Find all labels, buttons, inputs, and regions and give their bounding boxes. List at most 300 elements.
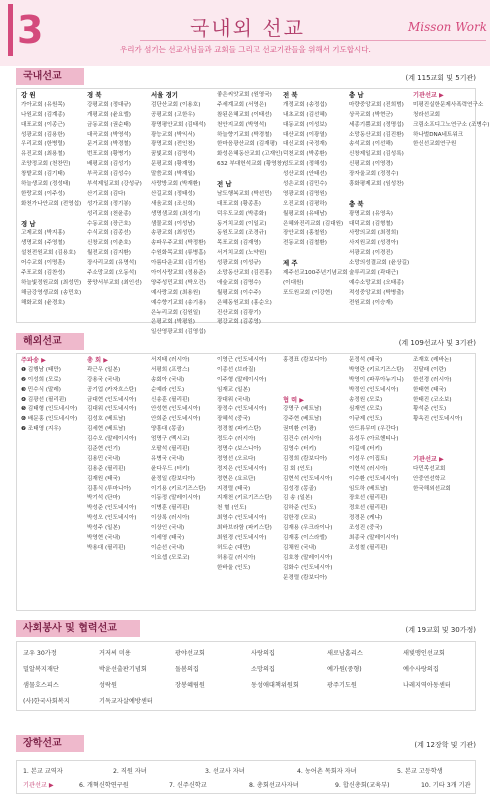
domestic-title: 국내선교 [16,68,84,85]
entry-item: 안중연선학교 [413,475,446,482]
scholarship-item: 7. 신주신학교 [169,782,207,789]
overseas-column [151,356,206,564]
entry-item: 금동교회 (권순태) [87,121,131,128]
entry-item: 김한경 (모르) [283,515,317,522]
entry-item: 심재연 (모로) [349,406,383,413]
social-item: 예가원(중형) [327,666,362,673]
entry-item: 김화수 (인도네시아) [283,564,333,571]
entry-item: 공평교회 (고한우) [151,111,195,118]
social-item: 샘물호스피스 [23,682,59,689]
entry-item: 강용국 (국내) [87,376,121,383]
entry-item: 하늘빛정원교회 (최성민) [21,279,82,286]
overseas-column [87,356,136,554]
category-label: 총 회 ▶ [87,357,109,364]
entry-item: 정영선 (오르다) [217,455,256,462]
domestic-column [413,91,489,150]
entry-item: 대포교회 (이종근) [21,121,65,128]
entry-item: 하나벌DNA네트워크 [413,131,464,138]
entry-item: 양흥대 (몽골) [151,426,185,433]
entry-item: 이상록 (러시아) [151,515,190,522]
overseas-column [217,356,272,574]
entry-item: 부석제일교회 (강성규) [87,181,142,188]
entry-item: 대곡교회 (박영석) [87,131,131,138]
entry-item: 이성우 (이집트) [349,455,388,462]
entry-item: 개정교회 (송정섭) [283,101,327,108]
entry-item: 한랑교회 (이주성) [21,190,65,197]
entry-item: 배평교회 (김성기) [87,161,131,168]
region-heading: 서울 경기 [151,91,178,99]
overseas-column [413,356,462,494]
entry-item: 정현은 (요르단) [217,475,256,482]
page-header [0,0,490,66]
entry-item: 소망의성결교회 (윤상길) [349,260,410,267]
entry-item: 월전교회 (김지환) [87,250,131,257]
entry-item: 이순선 (국내) [151,544,185,551]
entry-item: 오팔석 (필리핀) [151,446,190,453]
social-item: 기독교자살예방센터 [99,698,153,705]
category-label: 기관선교 ▶ [413,455,444,463]
entry-item: 아이사랑교회 (정용준) [151,270,206,277]
category-label: 주파송 ▶ [21,357,46,364]
entry-item: 대동교회 (이성보) [283,121,327,128]
entry-item: 금대현 (인도네시아) [87,396,137,403]
entry-item: 김재홍 (이스라엘) [283,535,327,542]
entry-item: 권미환 (이광) [283,426,317,433]
entry-item: 술루리교회 (곽대근) [349,270,399,277]
entry-item: 신창제일교회 (김성록) [349,151,404,158]
entry-item: 고제교회 (박지홍) [21,230,65,237]
entry-item: 지재천 (키르기즈스탄) [217,495,272,502]
entry-item: 김수오 (말레이시아) [87,436,137,443]
entry-item: 전원교회 (이승재) [349,299,393,306]
entry-item: 흥화평제교회 (임성찬) [349,181,404,188]
entry-item: 세종기쁨교회 (정명섭) [349,121,404,128]
entry-item: 대포교회 (황종훈) [217,200,261,207]
entry-item: 이기용 (키르기즈스탄) [151,485,206,492]
entry-item: 꿈빛교회 (김명석) [151,151,195,158]
domestic-box [16,88,490,336]
entry-item: 안성현 (인도네시아) [151,406,201,413]
entry-item: 산길교회 (정태성) [151,190,195,197]
entry-item: 주소망교회 (오동석) [87,270,137,277]
category-label: 기관선교 ▶ [413,92,444,99]
entry-item: 해금강영생교회 (송민호) [21,289,82,296]
social-item: 소망의집 [251,666,275,673]
entry-item: 생명샘교회 (최성기) [151,210,201,217]
entry-item: 이영근 (인도네시아) [217,357,267,363]
entry-item: 수동교회 (장근호) [87,220,131,227]
entry-item: 동거치교회 (이일교) [217,220,267,227]
domestic-column [217,91,284,328]
entry-item: 안희준 (인도네시아) [151,416,201,423]
entry-item: 송석교회 (이선해) [349,141,393,148]
social-item: 거저씨 미용 [99,650,131,657]
social-count: (계 19교회 및 30가정) [405,626,476,634]
entry-item: 새움교회 (조신희) [151,200,195,207]
social-item: 예수사랑의집 [403,666,439,673]
scholarship-item: 9. 합신총회(교육부) [335,782,390,789]
entry-item: 김흥식 (루마니아) [87,485,131,492]
entry-item: 하늘향기교회 (박경철) [217,131,272,138]
entry-item: 유성두 (아르헨티나) [349,436,399,443]
entry-item: 덕천교회 (박종환) [283,151,327,158]
entry-item: 지경렬 (태국) [217,485,251,492]
entry-item: 내초교회 (김선혜) [283,111,327,118]
entry-item: 장자울교회 (정정수) [349,171,399,178]
social-item: 장봉혜림원 [175,682,205,689]
entry-item: 김호창 (말레이시아) [283,554,333,561]
region-heading: 전 북 [283,91,298,99]
entry-item: 강주현 (베트남) [283,416,322,423]
entry-item: 최바브라함 (파키스탄) [217,525,272,532]
entry-item: 한마음광산교회 (김재평) [217,141,278,148]
entry-item: 장사리교회 (유명석) [87,260,137,267]
entry-item: 서광교회 (이경진) [349,250,393,257]
entry-item: 박성준 (인도네시아) [87,505,137,512]
entry-item: 화천가나안교회 (전영섭) [21,200,82,207]
entry-item: 은혜동원교회 (홍순오) [217,299,272,306]
entry-item: 아름다운교회 (김기원) [151,260,206,267]
scholarship-item: 8. 총회선교사자녀 [249,782,299,789]
entry-item: 윤정일 (캄보디아) [151,475,195,482]
entry-item: 사랑의교회 (최정희) [349,230,399,237]
entry-item: 미평진실한문제사폭력연구소 [413,101,484,108]
entry-item: 화성은혜동산교회 (고재인) [217,151,283,158]
entry-item: 김채원 (국내) [283,544,317,551]
entry-item: 한선경 (러시아) [413,376,452,383]
entry-item: 최종국 (말레이시아) [349,535,399,542]
entry-item: 소망동산교회 (김진환) [349,131,404,138]
entry-item: ❶ 김행남 (태만) [21,366,61,373]
entry-item: 김용민 (국내) [87,455,121,462]
entry-item: 진산교회 (김광기) [217,309,261,316]
entry-item: 최영수 (인도네시아) [217,515,267,522]
entry-item: 조양정교회 (천찬민) [21,161,71,168]
page-title: 국내외 선교 [190,16,305,40]
overseas-column [283,356,332,583]
entry-item: 덕우도교회 (박종화) [217,210,267,217]
scholarship-item: 4. 농어촌 목회자 자녀 [297,768,357,775]
entry-item: 장안교회 (홍철원) [283,230,327,237]
entry-item: 개평교회 (윤요엘) [87,111,131,118]
entry-item: 순예라 (인도) [151,386,185,393]
entry-item: 천안지교회 (박영석) [217,121,267,128]
entry-item: 성리교회 (천윤종) [87,210,131,217]
entry-item: 곽근우 (일본) [87,366,121,373]
entry-item: 주포교회 (김찬성) [21,270,65,277]
entry-item: 풍양서부교회 (최인선) [87,279,142,286]
entry-item: 박성오 (인도네시아) [87,515,137,522]
entry-item: 정도수 (러시아) [217,436,256,443]
spacer [413,435,462,445]
scholarship-item: 2. 직원 자녀 [113,768,147,775]
spacer [283,249,348,259]
entry-item: 이수환 (인도네시아) [349,475,399,482]
entry-item: 월평교회 (이수주) [217,289,261,296]
entry-item: 이길예 (터키) [349,446,383,453]
entry-item: 성광교회 (김용한) [21,131,65,138]
entry-item: 김현석 (인도네시아) [283,475,333,482]
entry-item: 성가교회 (정기봉) [87,200,131,207]
entry-item: 애숲교회 (김명수) [217,279,261,286]
entry-item: 안드류무미 (우간다) [349,426,399,433]
entry-item: 정명수 (보스니아) [217,446,261,453]
entry-item: 광명교회 (전인천) [151,141,195,148]
entry-item: 김재용 (우크라이나) [283,525,333,532]
entry-item: 문거교회 (박경철) [87,141,131,148]
entry-item: 유진교회 (최용철) [21,151,65,158]
overseas-column [21,356,77,435]
region-heading: 전 남 [217,180,232,189]
social-item: 박윤선출판기념회 [99,666,147,673]
domestic-column [349,91,409,309]
social-item: 나레지역아동센터 [403,682,451,689]
spacer [413,445,462,455]
entry-item: 조재호 (레바논) [413,357,452,363]
entry-item: 한국해외선교회 [413,485,451,492]
region-heading: 강 원 [21,91,36,99]
spacer [21,210,81,220]
entry-item: 김준현 (인기) [87,446,121,453]
entry-item: 강평교회 (정대규) [87,101,131,108]
entry-item: 평강교회 (김종영) [217,319,261,326]
entry-item: 크림소프디그노연구소 (조병수) [413,121,490,128]
entry-item: 천 혈 (인도) [217,505,247,512]
entry-item: 632 부대헌석교회 (황영창) [217,161,285,168]
region-heading: 경 북 [87,91,102,99]
header-divider [140,40,486,41]
entry-item: 설천전원교회 (김용호) [21,250,76,257]
entry-item: 김대위 (인도네시아) [87,406,137,413]
entry-item: 남도행복교회 (박선민) [217,190,272,197]
region-heading: 충 남 [349,91,364,99]
entry-item: 샘물교회 (이성남) [151,220,195,227]
entry-item: 번포교회 (황병기) [87,151,131,158]
entry-item: 박영이 (파푸아뉴기니) [349,376,404,383]
entry-item: 황옥진 (인도네시아) [413,416,463,423]
entry-item: ❻ 배문홍 (인도네시아) [21,416,78,423]
entry-item: 예사랑교회 (최용원) [151,289,201,296]
entry-item: 대산교회 (이광열) [283,131,327,138]
entry-item: 김용준 (필리핀) [87,465,126,472]
domestic-count: (계 115교회 및 5기관) [405,74,476,82]
entry-item: 참된은혜교회 (이태선) [217,111,272,118]
spacer [283,366,332,376]
overseas-box [16,353,476,611]
entry-item: 김 송 (일본) [283,495,313,502]
entry-item: 서거치교회 (노약원) [217,250,267,257]
entry-item: 문평교회 (황재영) [151,161,195,168]
entry-item: 말씀교회 (박재일) [151,171,195,178]
entry-item: 광능교회 (박익서) [151,131,195,138]
page-subtitle: Misson Work [408,20,487,34]
overseas-count: (계 109선교사 및 3기관) [398,339,476,347]
entry-item: 강명구 (베트남) [283,406,322,413]
entry-item: 상곡교회 (박현군) [349,111,393,118]
spacer [349,190,409,200]
entry-item: 신송훈 (필리핀) [151,396,190,403]
entry-item: 이주형 (말레이시아) [217,376,267,383]
entry-item: 월평교회 (유태남) [283,210,327,217]
chapter-number: 3 [8,4,40,56]
entry-item: 임도하 (베트남) [349,485,388,492]
entry-item: 창밭교회 (김기태) [21,171,65,178]
social-item: 성락원 [99,682,117,689]
page-description: 우리가 섬기는 선교사님들과 교회들 그리고 선교기관들을 위해서 기도합시다. [120,45,371,54]
social-item: 새로남홈리스 [327,650,363,657]
entry-item: 적성중앙교회 (박병출) [349,289,404,296]
entry-item: 성은교회 (김민수) [283,181,327,188]
entry-item: 최원경 (인도네시아) [217,535,267,542]
entry-item: 포도원교회 (이강현) [283,289,333,296]
social-item: 밀알복지재단 [23,666,59,673]
entry-item: 예수향기교회 (송기용) [151,299,206,306]
entry-item: 김영수 (터키) [283,446,317,453]
scholarship-item: 6. 개혁신학연구원 [79,782,129,789]
entry-item: 윤다우드 (터키) [151,465,190,472]
entry-item: 신평교회 (이영경) [349,161,393,168]
entry-item: 성도교회 (정해성) [283,161,327,168]
entry-item: 허용길 (러시아) [217,554,256,561]
entry-item: 조성철 (필리핀) [349,544,388,551]
entry-item: 대신교회 (국정재) [283,141,327,148]
entry-item: 박성주 (일본) [87,525,121,532]
entry-item: 목포교회 (김재영) [217,240,261,247]
domestic-column [283,91,348,299]
entry-item: 검단산교회 (이용호) [151,101,201,108]
entry-item: 영광교회 (김명원) [283,190,327,197]
entry-item: 은평교회 (박평원) [151,319,195,326]
entry-item: 광명평안교회 (김태석) [151,121,206,128]
social-item: (사)한국사회복지 [23,698,70,705]
entry-item: 은혜와진리교회 (김대원) [283,220,344,227]
entry-item: 수원화목교회 (류병흠) [151,250,206,257]
entry-item: 이요셉 (모로코) [151,554,190,561]
spacer [283,376,332,386]
entry-item: 일산영광교회 (김영섭) [151,329,206,336]
entry-item: 김 회 (인도) [283,465,313,472]
entry-item: 우리교회 (한병렬) [21,141,65,148]
entry-item: 주세계교회 (서영은) [217,101,267,108]
region-heading: 제 주 [283,259,298,268]
entry-item: 사랑방교회 (박재환) [151,181,201,188]
entry-item: ❼ 조태영 (지우) [21,426,61,433]
domestic-column [21,91,81,309]
entry-item: 송회아 (국내) [151,376,185,383]
scholarship-item: 1. 본교 교역자 [23,768,63,775]
entry-item: 다민족선교회 [413,465,446,472]
entry-item: 가아교회 (유원목) [21,101,65,108]
scholarship-institution-label: 기관선교 ▶ [23,782,54,789]
entry-item: 부곡교회 (김성수) [87,171,131,178]
entry-item: 김건수 (러시아) [283,436,322,443]
entry-item: 성산교회 (안태선) [283,171,327,178]
scholarship-item: 10. 기타 3개 기관 [421,782,471,789]
entry-item: 문경렬 (캄보디아) [283,574,327,581]
entry-item: ❹ 김광선 (필리핀) [21,396,67,403]
entry-item: 양주성민교회 (박오건) [151,279,206,286]
entry-item: 사지원교회 (성경아) [349,240,399,247]
entry-item: 황석준 (인도) [413,406,447,413]
entry-item: 동원도교회 (조경규) [217,230,267,237]
entry-item: ❸ 민수식 (말레) [21,386,61,393]
social-grid [16,641,476,711]
social-item: 사랑의집 [251,650,275,657]
entry-item: 한태현 (태국) [413,386,447,393]
social-title: 사회봉사 및 협력선교 [16,620,140,637]
entry-item: 송파우주교회 (박정환) [151,240,206,247]
entry-item: 이동정 (말레이시아) [151,495,201,502]
entry-item: 박정인 (인도네시아) [349,386,399,393]
entry-item: 김재원 (태국) [87,475,121,482]
entry-item: 박영란 (키르기즈스탄) [349,366,404,373]
entry-item: 임재교 (일본) [217,386,251,393]
spacer [283,386,332,396]
entry-item: 광명교회 (유영옥) [349,210,393,217]
region-heading: 경 남 [21,219,36,228]
scholarship-box [16,760,476,794]
entry-item: (이대원) [283,279,304,286]
entry-item: 서평희 (프랑스) [151,366,190,373]
entry-item: 홍경표 (캄보디아) [283,357,327,363]
social-item: 돌봄의집 [175,666,199,673]
entry-item: 한신선교회연구원 [413,141,457,148]
entry-item: 이현석 (러시아) [349,465,388,472]
entry-item: 김정희 (캄보디아) [283,455,327,462]
entry-item: 이종선 (브라질) [217,366,256,373]
entry-item: 나원교회 (김계종) [21,111,65,118]
entry-item: 한바울 (인도) [217,564,251,571]
entry-item: 예수소망교회 (오태종) [349,279,404,286]
entry-item: 정호선 (필리핀) [349,505,388,512]
entry-item: 수식교회 (김종선) [87,230,131,237]
entry-item: 장대위 (국내) [217,396,251,403]
entry-item: 정경몬 (케냐) [349,515,383,522]
entry-item: ❺ 김태형 (인도네시아) [21,406,78,413]
entry-item: 해화교회 (윤경호) [21,299,65,306]
entry-item: 진달래 (이란) [413,366,447,373]
scholarship-count: (계 12장학 및 기관) [414,741,476,749]
social-item: 새빛맹인선교회 [403,650,445,657]
entry-item: 소망동산교회 (김진홍) [217,270,272,277]
entry-item: 서지태 (러시아) [151,357,190,363]
entry-item: 장정수 (인도네시아) [217,406,267,413]
social-item: 교우 30가정 [23,650,57,657]
entry-item: 제주선교100주년기념교회 [283,270,348,277]
overseas-column [349,356,404,554]
entry-item: 하늘생교회 (정성태) [21,181,71,188]
entry-item: 신창교회 (이춘호) [87,240,131,247]
scholarship-item: 3. 선교사 자녀 [205,768,245,775]
category-label: 협 력 ▶ [283,396,305,404]
entry-item: 유병국 (국내) [151,455,185,462]
entry-item: 좋은씨앗교회 (원영국) [217,92,272,98]
entry-item: 장혜석 (중국) [217,416,251,423]
domestic-column [87,91,142,289]
entry-item: 대덕교회 (김형철) [349,220,393,227]
entry-item: 오진교회 (김평하) [283,200,327,207]
domestic-column [151,91,206,338]
entry-item: 전동교회 (김철환) [283,240,327,247]
entry-item: 조성진 (중국) [349,525,383,532]
entry-item: 한태진 (코소보) [413,396,452,403]
entry-item: 엄명구 (멕시코) [151,436,190,443]
entry-item: 송광교회 (최성민) [151,230,195,237]
entry-item: 박용대 (필리핀) [87,544,126,551]
entry-item: 김성경 (몽골) [283,485,317,492]
entry-item: 김성호 (베트남) [87,416,126,423]
spacer [217,170,284,180]
